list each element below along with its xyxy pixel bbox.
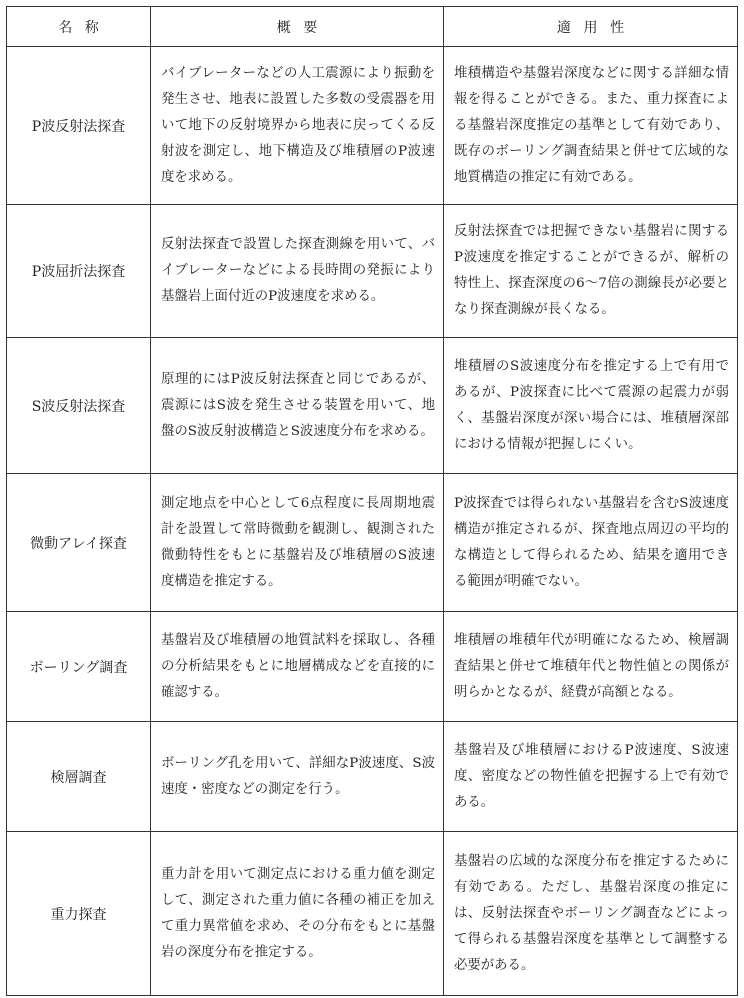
method-applicability: 堆積層のS波速度分布を推定する上で有用であるが、P波探査に比べて震源の起震力が弱く、基盤岩深度が深い場合には、堆積層深部における情報が把握しにくい。 (444, 338, 738, 474)
header-applicability: 適用性 (444, 7, 738, 47)
table-row (7, 338, 738, 474)
method-summary: バイブレーターなどの人工震源により振動を発生させ、地表に設置した多数の受震器を用いて地下の反射境界から地表に戻ってくる反射波を測定し、地下構造及び堆積層のP波速度を求める。 (151, 47, 444, 205)
method-applicability: 反射法探査では把握できない基盤岩に関するP波速度を推定することができるが、解析の特性上、探査深度の6～7倍の測線長が必要となり探査測線が長くなる。 (444, 205, 738, 338)
method-summary: 測定地点を中心として6点程度に長周期地震計を設置して常時微動を観測し、観測された微動特性をもとに基盤岩及び堆積層のS波速度構造を推定する。 (151, 474, 444, 612)
table-row (7, 832, 738, 996)
method-name: 微動アレイ探査 (7, 474, 151, 612)
method-name: 重力探査 (7, 832, 151, 996)
method-applicability: 基盤岩及び堆積層におけるP波速度、S波速度、密度などの物性値を把握する上で有効である。 (444, 722, 738, 832)
survey-methods-table (6, 6, 738, 996)
method-name: 検層調査 (7, 722, 151, 832)
table-row (7, 474, 738, 612)
table-header-row (7, 7, 738, 47)
method-applicability: 基盤岩の広域的な深度分布を推定するために有効である。ただし、基盤岩深度の推定には、反射法探査やボーリング調査などによって得られる基盤岩深度を基準として調整する必要がある。 (444, 832, 738, 996)
header-summary: 概要 (151, 7, 444, 47)
table-row (7, 722, 738, 832)
method-summary: 原理的にはP波反射法探査と同じであるが、震源にはS波を発生させる装置を用いて、地盤のS波反射波構造とS波速度分布を求める。 (151, 338, 444, 474)
method-applicability: 堆積層の堆積年代が明確になるため、検層調査結果と併せて堆積年代と物性値との関係が明らかとなるが、経費が高額となる。 (444, 612, 738, 722)
method-name: P波屈折法探査 (7, 205, 151, 338)
method-summary: 基盤岩及び堆積層の地質試料を採取し、各種の分析結果をもとに地層構成などを直接的に確認する。 (151, 612, 444, 722)
method-name: S波反射法探査 (7, 338, 151, 474)
table-row (7, 47, 738, 205)
table-row (7, 205, 738, 338)
method-name: P波反射法探査 (7, 47, 151, 205)
header-name: 名称 (7, 7, 151, 47)
method-name: ボーリング調査 (7, 612, 151, 722)
method-summary: ボーリング孔を用いて、詳細なP波速度、S波速度・密度などの測定を行う。 (151, 722, 444, 832)
table-row (7, 612, 738, 722)
method-summary: 反射法探査で設置した探査測線を用いて、バイブレーターなどによる長時間の発振により基盤岩上面付近のP波速度を求める。 (151, 205, 444, 338)
method-applicability: 堆積構造や基盤岩深度などに関する詳細な情報を得ることができる。また、重力探査による基盤岩深度推定の基準として有効であり、既存のボーリング調査結果と併せて広域的な地質構造の推定に有効である。 (444, 47, 738, 205)
method-applicability: P波探査では得られない基盤岩を含むS波速度構造が推定されるが、探査地点周辺の平均的な構造として得られるため、結果を適用できる範囲が明確でない。 (444, 474, 738, 612)
method-summary: 重力計を用いて測定点における重力値を測定して、測定された重力値に各種の補正を加えて重力異常値を求め、その分布をもとに基盤岩の深度分布を推定する。 (151, 832, 444, 996)
